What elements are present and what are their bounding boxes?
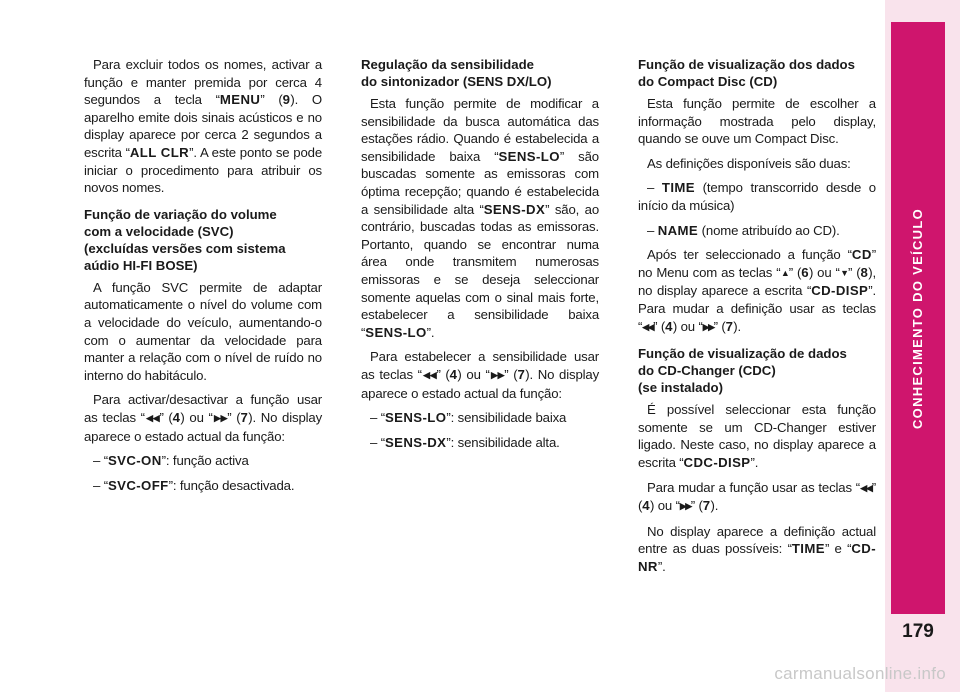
paragraph-svc-intro: A função SVC permite de adaptar automaticamente o nível do volume com a velocidade do veículo, aumentando-o com o aumentar da velocidade para manter a relação com o nível de ruído no interno do habitáculo. [84, 279, 322, 383]
paragraph-cd-keys: Após ter seleccionado a função “CD” no Menu com as teclas “▲” (6) ou “▼” (8), no display aparece a escrita “CD-DISP”. Para mudar a definição usar as teclas “◀◀” (4) ou “▶▶” (7). [638, 247, 876, 334]
heading-sens: Regulação da sensibilidade do sintonizador (SENS DX/LO) [361, 57, 552, 89]
paragraph-sens-intro: Esta função permite de modificar a sensibilidade da busca automática das estações rádio. Quando é estabelecida a sensibilidade baixa “SENS-LO” são buscadas somente as emissoras com óptima recepção; quando é estabelecida a sensibilidade alta “SENS-DX” são, ao contrário, buscadas todas as emissoras. Portanto, quando se encontrar numa área onde transmitem numerosas emissoras e se deseja seleccionar somente aquelas com o sinal mais forte, estabelecer a sensibilidade baixa “SENS-LO”. [361, 96, 599, 340]
paragraph-clear-names: Para excluir todos os nomes, activar a função e manter premida por cerca 4 segundos a tecla “MENU” (9). O aparelho emite dois sinais acústicos e no display aparece por cerca 2 segundos a escrita “ALL CLR”. A este ponto se pode iniciar o procedimento para atribuir os novos nomes. [84, 57, 323, 196]
page-number: 179 [891, 614, 945, 650]
rewind-icon: ◀◀ [144, 412, 160, 423]
paragraph-cdc-keys: Para mudar a função usar as teclas “◀◀” (4) ou “▶▶” (7). [638, 479, 876, 514]
list-item-sens-dx: – “SENS-DX”: sensibilidade alta. [370, 434, 560, 450]
paragraph-svc-keys: Para activar/desactivar a função usar as teclas “◀◀” (4) ou “▶▶” (7). No display aparece o estado actual da função: [84, 392, 323, 444]
forward-icon: ▶▶ [212, 412, 228, 423]
text-column-1 [84, 56, 322, 501]
paragraph-cdc-settings: No display aparece a definição actual entre as duas possíveis: “TIME” e “CD-NR”. [638, 523, 876, 574]
heading-cdc-display: Função de visualização de dados do CD-Changer (CDC) (se instalado) [638, 346, 847, 396]
paragraph-cd-options: As definições disponíveis são duas: [647, 155, 851, 171]
chapter-title [891, 22, 945, 614]
rewind-icon: ◀◀ [421, 369, 437, 380]
forward-icon: ▶▶ [489, 369, 505, 380]
rewind-icon: ◀◀ [642, 321, 654, 332]
heading-svc: Função de variação do volume com a velocidade (SVC) (excluídas versões com sistema aúdio HI-FI BOSE) [84, 206, 286, 273]
watermark: carmanualsonline.info [774, 664, 946, 683]
rewind-icon: ◀◀ [859, 482, 872, 493]
paragraph-sens-keys: Para estabelecer a sensibilidade usar as teclas “◀◀” (4) ou “▶▶” (7). No display aparece o estado actual da função: [361, 349, 600, 401]
heading-cd-display: Função de visualização dos dados do Compact Disc (CD) [638, 57, 855, 89]
list-item-svc-on: – “SVC-ON”: função activa [93, 453, 249, 469]
down-arrow-icon: ▼ [839, 267, 849, 278]
list-item-time: – TIME (tempo transcorrido desde o início da música) [638, 180, 876, 213]
list-item-name: – NAME (nome atribuído ao CD). [647, 222, 840, 238]
paragraph-cd-intro: Esta função permite de escolher a informação mostrada pelo display, quando se ouve um Compact Disc. [638, 96, 876, 147]
list-item-svc-off: – “SVC-OFF”: função desactivada. [93, 477, 295, 493]
paragraph-cdc-intro: É possível seleccionar esta função somente se um CD-Changer estiver ligado. Neste caso, no display aparece a escrita “CDC-DISP”. [638, 402, 876, 470]
forward-icon: ▶▶ [679, 501, 691, 512]
chapter-title-text: CONHECIMENTO DO VEÍCULO [910, 207, 926, 429]
list-item-sens-lo: – “SENS-LO”: sensibilidade baixa [370, 410, 567, 426]
text-column-2 [361, 56, 599, 458]
text-column-3 [638, 56, 876, 582]
up-arrow-icon: ▲ [780, 267, 789, 278]
forward-icon: ▶▶ [702, 321, 714, 332]
